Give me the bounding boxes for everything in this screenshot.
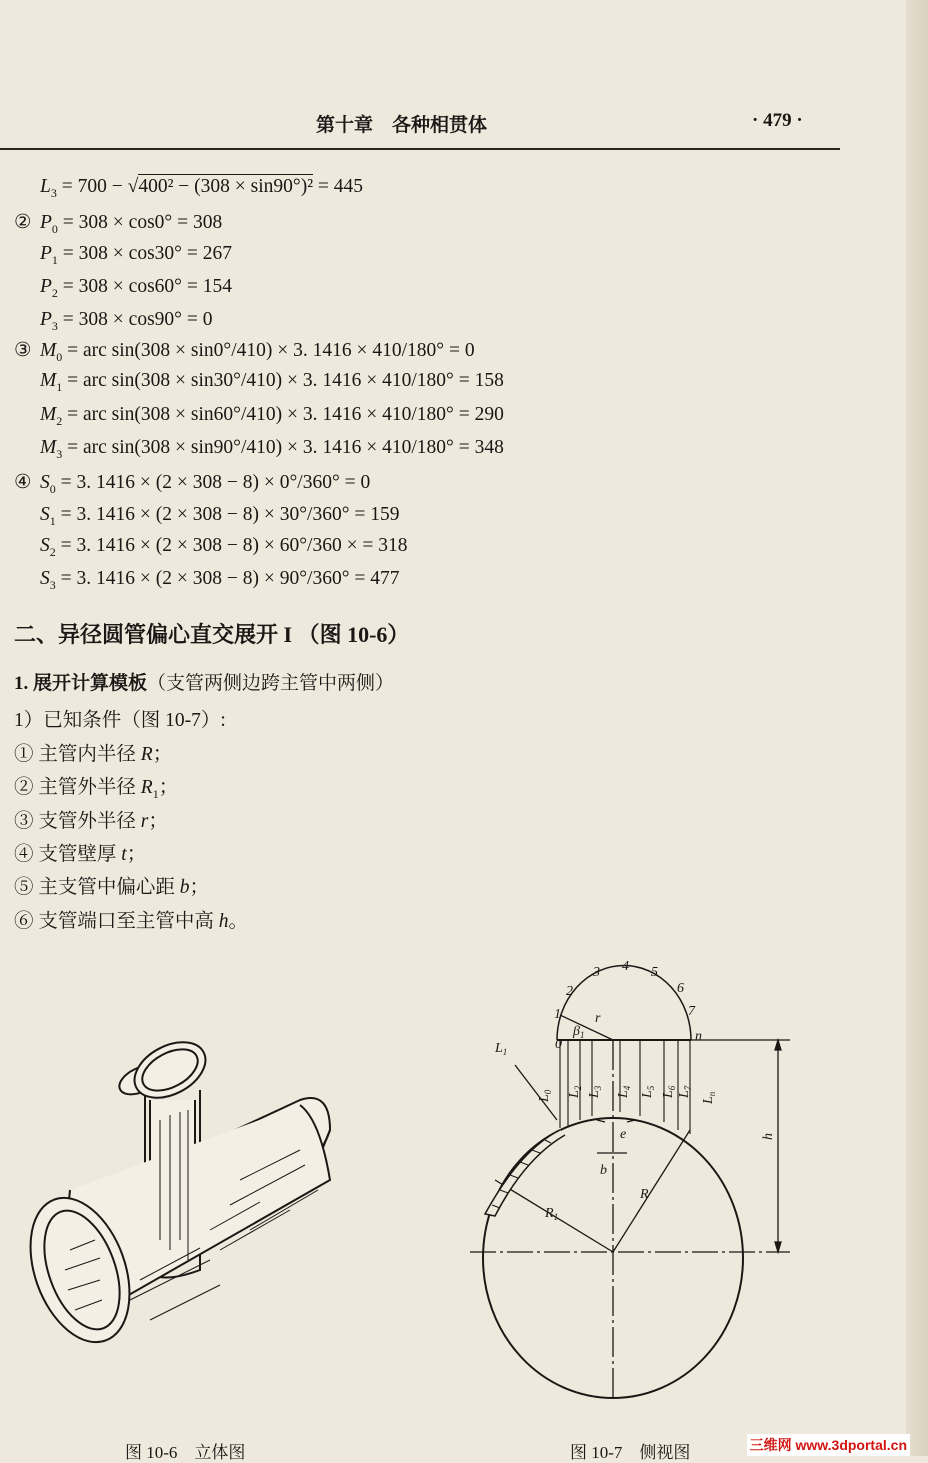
formula-line	[14, 568, 400, 593]
figure-label: 1	[554, 1007, 561, 1022]
figure-label	[616, 1085, 632, 1099]
condition-variable: R	[140, 777, 153, 799]
subtitle-bold: 1. 展开计算模板	[14, 673, 148, 694]
figure-label: 3	[593, 965, 600, 980]
formula-line	[14, 210, 222, 237]
figure-label	[661, 1085, 677, 1099]
condition-end: 。	[228, 910, 249, 932]
figure-label: 5	[651, 965, 658, 980]
formula-subscript: 3	[56, 446, 63, 461]
item-marker: ②	[14, 777, 34, 799]
condition-variable: h	[218, 910, 229, 932]
formula-variable: P	[40, 276, 52, 297]
formula-rhs: = 3. 1416 × (2 × 308 − 8) × 0°/360° = 0	[55, 472, 371, 493]
formula-subscript: 2	[51, 285, 58, 300]
header-rule	[0, 148, 840, 150]
watermark: 三维网 www.3dportal.cn	[747, 1434, 910, 1456]
condition-text: 主管外半径	[38, 777, 141, 799]
formula-variable: S	[40, 472, 50, 493]
figure-label: L	[640, 1090, 655, 1098]
condition-text: 支管外半径	[38, 810, 141, 832]
condition-variable: R	[140, 744, 153, 765]
item-marker: ④	[14, 843, 34, 865]
condition-end: ；	[158, 777, 179, 799]
figure-label	[537, 1089, 553, 1103]
formula-line	[14, 404, 504, 429]
formula-line	[14, 370, 504, 395]
item-marker: ①	[14, 744, 34, 765]
figure-label	[567, 1085, 583, 1099]
condition-text: 支管端口至主管中高	[38, 910, 219, 932]
formula-line	[14, 504, 400, 529]
item-marker: ④	[14, 472, 32, 493]
figure-label	[587, 1085, 603, 1099]
formula-variable: S	[40, 568, 50, 589]
condition-item	[14, 905, 248, 936]
figure-label: 0	[543, 1089, 553, 1095]
fig-10-7-caption: 图 10-7 侧视图	[570, 1443, 691, 1462]
formula-rhs: = 3. 1416 × (2 × 308 − 8) × 30°/360° = 159	[55, 504, 400, 525]
formula-subscript: 3	[51, 318, 58, 333]
formula-rhs: = 308 × cos60° = 154	[57, 276, 232, 297]
condition-item	[14, 838, 146, 869]
formula-subscript: 2	[49, 544, 56, 559]
formula-variable: S	[40, 535, 50, 556]
formula-variable: P	[40, 212, 52, 233]
formula-sqrt: 400² − (308 × sin90°)²	[138, 176, 314, 197]
figure-label: 2	[566, 984, 573, 999]
formula-rhs: = 308 × cos0° = 308	[57, 212, 223, 233]
figure-label	[544, 1206, 558, 1222]
formula-rhs: = arc sin(308 × sin0°/410) × 3. 1416 × 410/180° = 0	[62, 340, 475, 361]
formula-subscript: 3	[50, 185, 57, 200]
figure-label: L	[495, 1041, 503, 1056]
figure-label: n	[695, 1029, 702, 1044]
figure-label: 6	[677, 981, 684, 996]
formula-line	[14, 338, 475, 365]
formula-rhs: = 308 × cos30° = 267	[57, 243, 232, 264]
figure-label: R	[640, 1187, 649, 1202]
formula-rhs: = 3. 1416 × (2 × 308 − 8) × 60°/360 × = 318	[55, 535, 408, 556]
formula-subscript: 0	[49, 481, 56, 496]
item-marker: ⑥	[14, 910, 34, 932]
subtitle-rest: （支管两侧边跨主管中两侧）	[147, 673, 395, 694]
figures	[0, 940, 928, 1440]
condition-item	[14, 871, 209, 902]
formula-variable: M	[40, 404, 57, 425]
formula-line	[14, 437, 504, 462]
formula-subscript: 1	[56, 379, 63, 394]
figure-label: 1	[579, 1030, 585, 1040]
formula-subscript: 0	[56, 349, 63, 364]
condition-text: 主支管中偏心距	[38, 877, 180, 899]
figure-label	[677, 1085, 693, 1099]
formula-rhs: = 308 × cos90° = 0	[57, 309, 213, 330]
formula-subscript: 3	[49, 577, 56, 592]
formula-line	[14, 276, 232, 301]
figure-label: L	[661, 1090, 676, 1098]
condition-item	[14, 771, 178, 802]
figure-label: e	[620, 1127, 627, 1142]
figure-label: r	[595, 1011, 601, 1026]
formula-variable: P	[40, 309, 52, 330]
figure-label: 6	[667, 1085, 677, 1091]
formula-rhs: = arc sin(308 × sin60°/410) × 3. 1416 × 410/180° = 290	[62, 404, 504, 425]
page-number: · 479 ·	[752, 110, 803, 131]
condition-text: 主管内半径	[38, 744, 141, 765]
formula-variable: M	[40, 340, 57, 361]
figure-label	[494, 1041, 507, 1057]
formula-subscript: 1	[51, 252, 58, 267]
item-marker: ③	[14, 810, 34, 832]
figure-label: 0	[555, 1037, 562, 1052]
formula-line	[14, 309, 212, 334]
chapter-header: 第十章 各种相贯体	[316, 115, 488, 136]
figure-label: 1	[553, 1212, 559, 1222]
condition-variable: t	[121, 843, 127, 865]
known-conditions-title: 1）已知条件（图 10-7）:	[14, 710, 226, 731]
section-subtitle	[14, 668, 394, 695]
formula-variable: P	[40, 243, 52, 264]
figure-label: L	[567, 1090, 582, 1098]
condition-item	[14, 805, 168, 836]
condition-end: ；	[126, 843, 147, 865]
figure-label: b	[600, 1163, 607, 1178]
formula-variable: S	[40, 504, 50, 525]
formula-line	[14, 535, 408, 560]
figure-label: L	[537, 1094, 552, 1102]
formula-subscript: 2	[56, 413, 63, 428]
condition-end: ；	[152, 744, 173, 765]
side-view-figure	[470, 966, 790, 1400]
figure-label: 2	[573, 1085, 583, 1091]
condition-end: ；	[148, 810, 168, 832]
figure-label: R	[545, 1206, 554, 1221]
item-marker: ③	[14, 340, 32, 361]
condition-subscript: 1	[152, 787, 159, 802]
figure-label: L	[677, 1090, 692, 1098]
formula-pre: = 700 − √	[56, 176, 139, 197]
figure-label: β	[573, 1024, 580, 1039]
pipe-3d-figure	[12, 1031, 330, 1356]
formula-rhs: = 445	[313, 176, 364, 197]
figure-label: h	[761, 1133, 776, 1140]
figure-label: L	[587, 1090, 602, 1098]
formula-rhs: = 3. 1416 × (2 × 308 − 8) × 90°/360° = 477	[55, 568, 400, 589]
condition-text: 支管壁厚	[38, 843, 122, 865]
fig-10-6-caption: 图 10-6 立体图	[125, 1443, 246, 1462]
section-title: 二、异径圆管偏心直交展开 I （图 10-6）	[14, 622, 410, 647]
formula-line	[14, 176, 363, 201]
figure-label: 4	[622, 1085, 632, 1091]
formula-line	[14, 243, 232, 268]
figure-label: L	[701, 1096, 716, 1104]
formula-variable: L	[40, 176, 51, 197]
item-marker: ②	[14, 212, 32, 233]
side-view-labels	[494, 959, 776, 1222]
figure-label: 5	[646, 1085, 656, 1091]
figure-label: 7	[683, 1085, 693, 1091]
formula-rhs: = arc sin(308 × sin30°/410) × 3. 1416 × 410/180° = 158	[62, 370, 504, 391]
formula-subscript: 0	[51, 221, 58, 236]
figure-label	[640, 1085, 656, 1099]
formula-line	[14, 470, 370, 497]
item-marker: ⑤	[14, 877, 34, 899]
figure-label: 3	[593, 1085, 603, 1091]
formula-variable: M	[40, 437, 57, 458]
formula-variable: M	[40, 370, 57, 391]
figure-label: 1	[502, 1047, 508, 1057]
figure-label: L	[616, 1090, 631, 1098]
formula-subscript: 1	[49, 513, 56, 528]
figure-label	[572, 1024, 584, 1040]
condition-item	[14, 738, 172, 769]
formula-rhs: = arc sin(308 × sin90°/410) × 3. 1416 × 410/180° = 348	[62, 437, 504, 458]
figure-label	[701, 1091, 717, 1105]
figure-label: 7	[688, 1004, 695, 1019]
figure-label: n	[707, 1091, 717, 1097]
condition-variable: b	[179, 877, 190, 899]
condition-end: ；	[189, 877, 210, 899]
figure-label: 4	[622, 959, 629, 974]
condition-variable: r	[140, 810, 149, 832]
